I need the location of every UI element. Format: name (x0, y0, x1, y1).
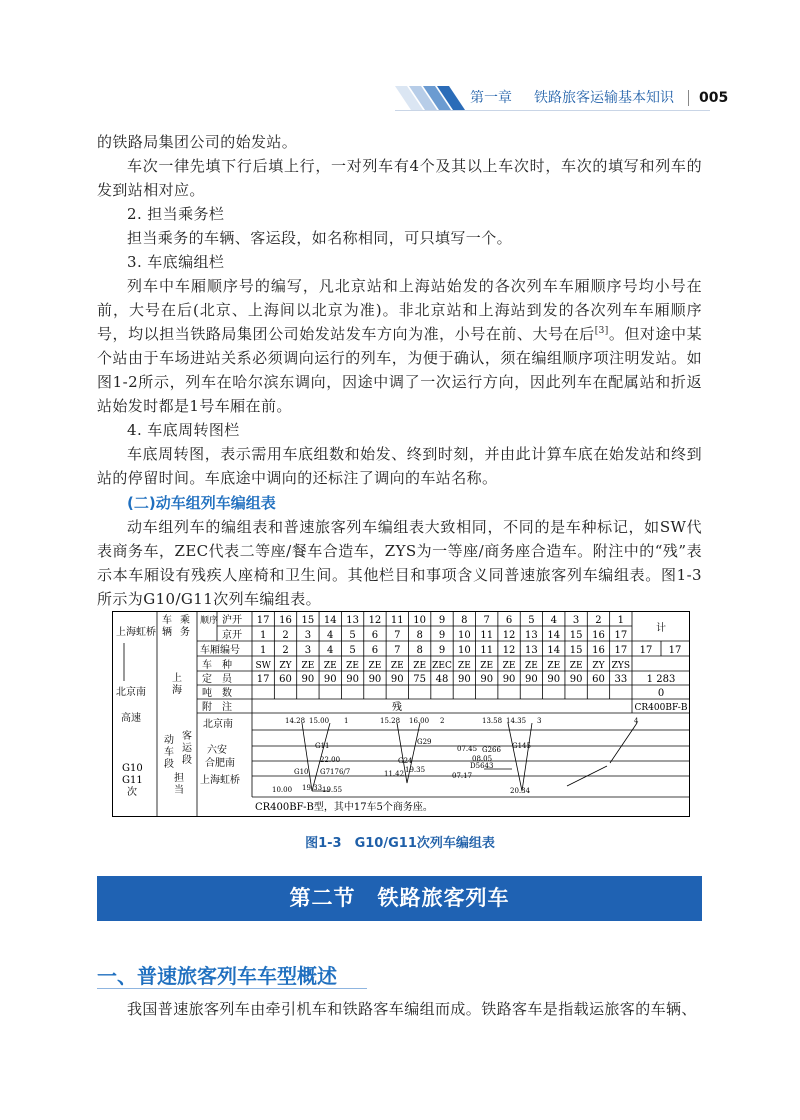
table-cell: 13 (346, 615, 359, 626)
item-heading: 2. 担当乘务栏 (127, 205, 225, 223)
header-rule (395, 110, 710, 111)
table-cell: ZE (569, 661, 583, 671)
table-cell: 1 (259, 645, 267, 656)
rotation-diagram (302, 723, 637, 791)
table-cell: 11 (480, 645, 494, 656)
page-number: 005 (699, 90, 729, 106)
tonnage-label: 吨 数 (202, 688, 232, 699)
vertical-label-char: 车 (162, 615, 172, 626)
body-text (97, 130, 702, 611)
train-label: G29 (417, 738, 432, 746)
total-value: 17 (639, 645, 653, 656)
speed-class: 高速 (121, 713, 141, 724)
table-cell: 17 (256, 615, 270, 626)
paragraph: 的铁路局集团公司的始发站。 (97, 133, 298, 151)
diagram-label: 1 (344, 717, 349, 725)
vertical-label-char: 段 (182, 755, 192, 766)
table-cell: 48 (435, 674, 449, 685)
diagram-time: 07.17 (452, 772, 473, 780)
vertical-label-char: 段 (164, 759, 174, 770)
vertical-label-char: 当 (174, 785, 184, 796)
table-cell: 7 (483, 615, 490, 626)
table-cell: ZY (279, 661, 292, 671)
table-cell: 9 (438, 630, 446, 641)
vertical-label-char: 动 (164, 735, 174, 746)
table-cell: 17 (614, 645, 628, 656)
diagram-time: 16.00 (409, 717, 430, 725)
train-number: G10 (122, 763, 143, 774)
train-label: D5643 (470, 762, 494, 770)
table-cell: 11 (480, 630, 494, 641)
subsection-title: 一、普速旅客列车车型概述 (97, 964, 337, 988)
table-cell: 90 (480, 674, 494, 685)
station-label: 六安 (207, 745, 227, 756)
paragraph: 列车中车厢顺序号的编写，凡北京站和上海站始发的各次列车车厢顺序号均小号在前，大号在后(北京、上海间以北京为准)。非北京站和上海站到发的各次列车车厢顺序号，均以担当铁路局集团公司始发站发车方向为准，小号在前、大号在后[3]。但对途中某个站由于车场进站关系必须调向运行的列车，为便于确认，须在编组顺序项注明发站。如图1-2所示，列车在哈尔滨东调向，因途中调了一次运行方向，因此列车在配属站和折返站始发时都是1号车厢在前。 (97, 277, 702, 415)
vertical-label-char: 上 (172, 673, 182, 684)
station-label: 合肥南 (205, 758, 235, 769)
capacity-label: 定 员 (202, 674, 232, 685)
subsection-rule (97, 988, 367, 989)
table-cell: 15 (301, 615, 315, 626)
table-cell: 60 (279, 674, 292, 685)
table-cell: 2 (282, 645, 289, 656)
table-cell: 13 (525, 645, 538, 656)
table-cell: 5 (349, 630, 356, 641)
vertical-label-char: 担 (174, 773, 184, 784)
paragraph: 车底周转图，表示需用车底组数和始发、终到时刻，并由此计算车底在始发站和终到站的停留时间。车底途中调向的还标注了调向的车站名称。 (97, 445, 702, 487)
train-label: G7176/7 (320, 768, 351, 776)
diagram-time: 13.58 (482, 717, 503, 725)
table-cell: 90 (346, 674, 359, 685)
table-cell: ZE (346, 661, 360, 671)
paragraph: 担当乘务的车辆、客运段，如名称相同，可只填写一个。 (127, 229, 513, 247)
diagram-time: 19.33 (302, 784, 323, 792)
diagram-time: 15.28 (380, 717, 401, 725)
car-number-label: 车厢编号 (200, 645, 240, 656)
item-heading: 3. 车底编组栏 (127, 253, 225, 271)
table-cell: 14 (547, 630, 561, 641)
diagram-label: 2 (440, 717, 445, 725)
section-heading: 第二节 铁路旅客列车 (97, 876, 702, 921)
train-label: G145 (512, 742, 531, 750)
vertical-label-char: 务 (180, 627, 190, 638)
diagram-time: 20.34 (510, 787, 531, 795)
table-cell: 15 (569, 630, 583, 641)
diagram-label: 3 (537, 717, 542, 725)
table-cell: 12 (368, 615, 382, 626)
table-cell: 12 (502, 645, 516, 656)
table-cell: 4 (550, 615, 557, 626)
paragraph: 车次一律先填下行后填上行，一对列车有4个及其以上车次时，车次的填写和列车的发到站相对应。 (97, 157, 702, 199)
table-cell: ZE (301, 661, 315, 671)
table-cell: 7 (394, 630, 401, 641)
station-label: 北京南 (203, 719, 233, 730)
table-cell: 33 (614, 674, 628, 685)
table-cell: ZE (547, 661, 561, 671)
table-cell: 3 (304, 645, 312, 656)
vertical-label-char: 客 (182, 731, 192, 742)
table-cell: 5 (349, 645, 356, 656)
table-cell: 90 (502, 674, 516, 685)
diagram-time: 07.45 (457, 745, 478, 753)
table-cell: 90 (457, 674, 471, 685)
table-cell: 90 (547, 674, 561, 685)
running-header (470, 86, 728, 110)
vertical-label-char: 辆 (162, 627, 172, 638)
vertical-label-char: 运 (182, 743, 192, 754)
table-cell: 90 (390, 674, 404, 685)
station-label: 上海虹桥 (200, 775, 240, 786)
table-cell: 1 (259, 630, 267, 641)
table-cell: 90 (569, 674, 583, 685)
vertical-label-char: 海 (172, 685, 182, 696)
subheading: (二)动车组列车编组表 (127, 494, 276, 512)
diagram-time: 14.35 (506, 717, 527, 725)
total-label: 计 (656, 623, 666, 634)
table-cell: 10 (457, 645, 471, 656)
table-cell: 6 (505, 615, 513, 626)
vertical-label-char: 乘 (180, 615, 190, 626)
table-cell: 15 (569, 645, 583, 656)
table-cell: 75 (413, 674, 427, 685)
table-cell: 8 (416, 630, 423, 641)
table-cell: ZE (368, 661, 382, 671)
note-label: 附 注 (202, 702, 232, 713)
table-cell: 11 (390, 615, 404, 626)
diagram-label: 4 (634, 717, 639, 725)
table-cell: 2 (282, 630, 289, 641)
citation-ref: [3] (594, 326, 609, 336)
total-value: 17 (668, 645, 682, 656)
train-label: G11 (315, 742, 330, 750)
paragraph: 我国普速旅客列车由牵引机车和铁路客车编组而成。铁路客车是指载运旅客的车辆、 (127, 1000, 697, 1018)
table-cell: 90 (323, 674, 337, 685)
table-cell: 16 (592, 645, 605, 656)
chapter-label: 第一章 (470, 90, 512, 106)
composition-table-figure (112, 611, 690, 817)
paragraph: 动车组列车的编组表和普速旅客列车编组表大致相同，不同的是车种标记，如SW代表商务车，ZEC代表二等座/餐车合造车，ZYS为一等座/商务座合造车。附注中的“残”表示本车厢设有残疾人座椅和卫生间。其他栏目和事项含义同普速旅客列车编组表。图1-3所示为G10/G11次列车编组表。 (97, 518, 702, 608)
table-cell: 5 (528, 615, 535, 626)
diagram-time: 22.00 (320, 756, 341, 764)
table-cell: ZE (390, 661, 404, 671)
table-cell: SW (255, 661, 271, 671)
composition-table (112, 611, 690, 817)
chapter-title: 铁路旅客运输基本知识 (534, 90, 674, 106)
direction-label: 京开 (222, 630, 242, 641)
total-model: CR400BF-B (634, 703, 688, 713)
diagram-time: 19.55 (322, 786, 343, 794)
table-cell: 60 (592, 674, 605, 685)
table-cell: 10 (457, 630, 471, 641)
table-cell: 7 (394, 645, 401, 656)
note-value: 残 (392, 702, 402, 713)
sequence-label: 顺序 (200, 616, 219, 626)
table-cell: 17 (256, 674, 270, 685)
table-cell: ZE (413, 661, 427, 671)
origin-station: 上海虹桥 (116, 627, 156, 638)
table-cell: 14 (547, 645, 561, 656)
header-decoration (395, 86, 470, 110)
table-cell: 12 (502, 630, 516, 641)
table-cell: ZE (480, 661, 494, 671)
table-cell: 6 (371, 645, 379, 656)
figure-caption: 图1-3 G10/G11次列车编组表 (305, 836, 495, 851)
table-cell: 13 (525, 630, 538, 641)
table-cell: 14 (323, 615, 337, 626)
table-cell: ZE (323, 661, 337, 671)
total-tonnage: 0 (657, 688, 665, 699)
train-label: G10 (294, 768, 309, 776)
table-cell: 2 (595, 615, 602, 626)
total-capacity: 1 283 (646, 674, 676, 685)
item-heading: 4. 车底周转图栏 (127, 421, 240, 439)
diagram-time: 11.42 (384, 770, 405, 778)
table-cell: 90 (525, 674, 538, 685)
diagram-time: 14.28 (285, 717, 306, 725)
train-label: G24 (398, 757, 413, 765)
diagram-time: 10.00 (272, 786, 293, 794)
table-cell: 16 (279, 615, 292, 626)
table-cell: 8 (461, 615, 468, 626)
diagram-time: 19.35 (405, 766, 426, 774)
table-cell: 17 (614, 630, 628, 641)
table-cell: 1 (617, 615, 625, 626)
table-cell: ZY (592, 661, 605, 671)
table-cell: 3 (304, 630, 312, 641)
table-cell: 16 (592, 630, 605, 641)
table-cell: 4 (327, 645, 334, 656)
table-cell: 8 (416, 645, 423, 656)
terminal-station: 北京南 (116, 687, 146, 698)
table-cell: ZE (524, 661, 538, 671)
table-cell: ZEC (432, 661, 452, 671)
table-cell: 6 (371, 630, 379, 641)
vertical-label-char: 车 (164, 747, 174, 758)
table-cell: ZE (502, 661, 516, 671)
train-number-suffix: 次 (127, 787, 137, 798)
table-cell: 3 (572, 615, 580, 626)
table-cell: 9 (438, 615, 446, 626)
table-footnote: CR400BF-B型，其中17车5个商务座。 (255, 802, 433, 813)
table-cell: ZYS (611, 661, 631, 671)
direction-label: 沪开 (222, 615, 242, 626)
table-cell: 90 (301, 674, 315, 685)
table-cell: 10 (413, 615, 427, 626)
train-label: G266 (482, 746, 501, 754)
table-cell: ZE (457, 661, 471, 671)
diagram-time: 15.00 (309, 717, 330, 725)
car-type-label: 车 种 (202, 660, 232, 671)
diagram-time: 08.05 (472, 755, 493, 763)
table-cell: 4 (327, 630, 334, 641)
table-cell: 9 (438, 645, 446, 656)
table-cell: 90 (368, 674, 382, 685)
train-number: G11 (122, 775, 143, 786)
